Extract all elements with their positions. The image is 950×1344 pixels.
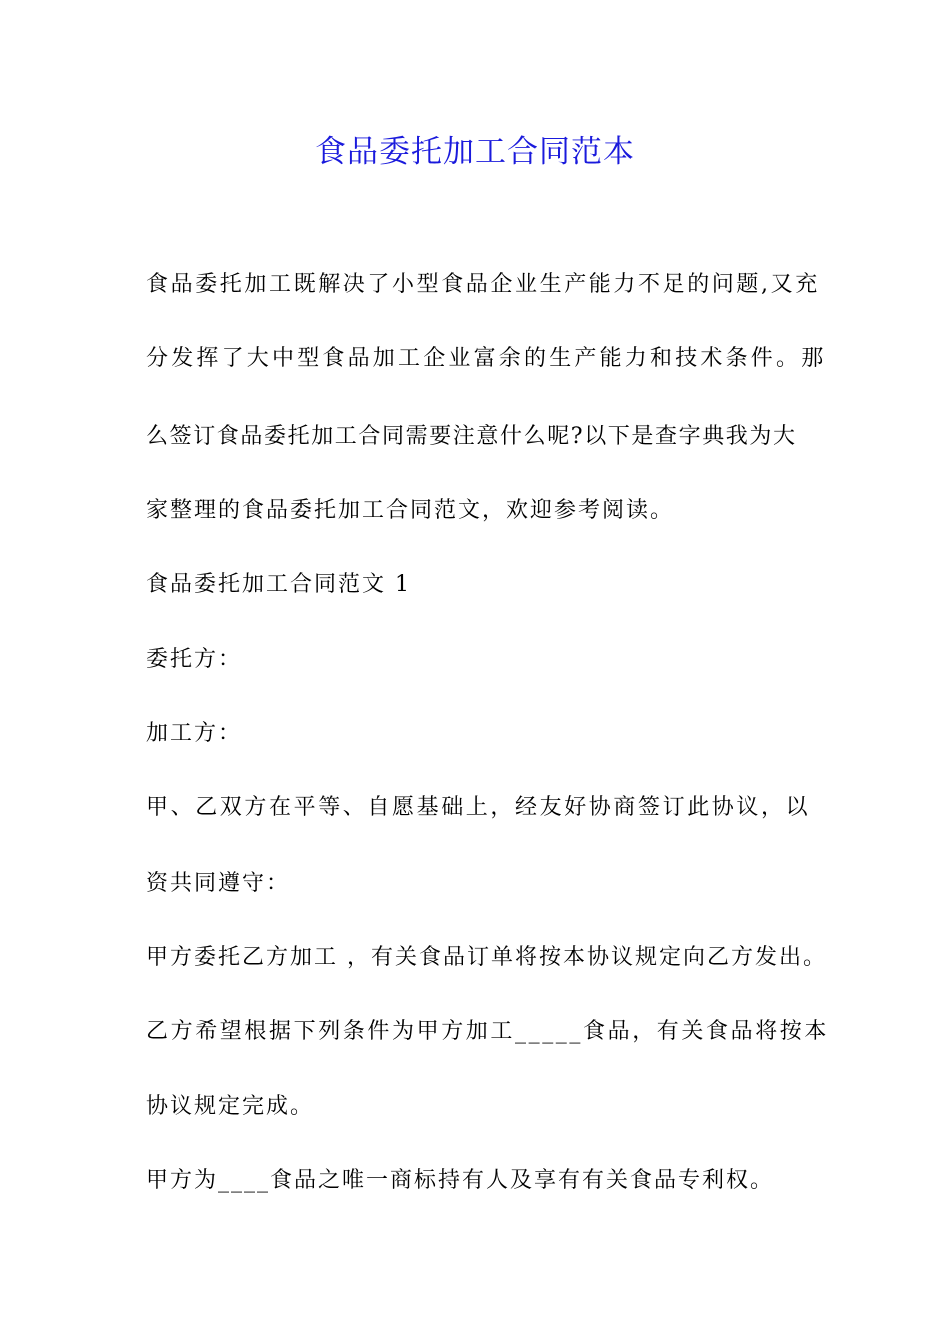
- paragraph-line: 乙方希望根据下列条件为甲方加工_____食品，有关食品将按本: [146, 1019, 830, 1044]
- section-heading: 食品委托加工合同范文 1: [146, 572, 411, 597]
- paragraph-line: 协议规定完成。: [146, 1094, 315, 1119]
- paragraph-line: 分发挥了大中型食品加工企业富余的生产能力和技术条件。那: [146, 346, 827, 371]
- paragraph-line: 家整理的食品委托加工合同范文，欢迎参考阅读。: [146, 498, 675, 523]
- paragraph-line: 甲方委托乙方加工 ，有关食品订单将按本协议规定向乙方发出。: [146, 945, 827, 970]
- paragraph-line: 甲、乙双方在平等、自愿基础上，经友好协商签订此协议，以: [146, 795, 811, 820]
- paragraph-line: 么签订食品委托加工合同需要注意什么呢?以下是查字典我为大: [146, 424, 797, 449]
- paragraph-line: 食品委托加工既解决了小型食品企业生产能力不足的问题,又充: [146, 272, 820, 297]
- document-title: 食品委托加工合同范本: [315, 134, 635, 170]
- processing-party-label: 加工方：: [146, 721, 243, 746]
- paragraph-line: 资共同遵守：: [146, 871, 291, 896]
- entrusting-party-label: 委托方：: [146, 647, 243, 672]
- paragraph-line: 甲方为____食品之唯一商标持有人及享有有关食品专利权。: [146, 1168, 775, 1193]
